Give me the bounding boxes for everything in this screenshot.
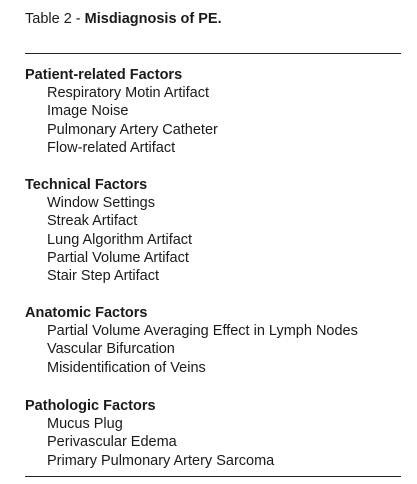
factor-list [25, 194, 405, 285]
table-top-rule [25, 53, 401, 54]
list-item: Window Settings [47, 195, 155, 212]
list-item: Pulmonary Artery Catheter [47, 121, 218, 138]
section-heading: Patient-related Factors [25, 67, 183, 83]
list-item: Image Noise [47, 103, 129, 120]
table-caption-prefix: Table 2 - [25, 11, 85, 27]
factor-list [25, 84, 405, 157]
factor-list [25, 415, 405, 470]
section-pathologic-factors [25, 397, 405, 470]
list-item: Primary Pulmonary Artery Sarcoma [47, 452, 275, 469]
list-item: Streak Artifact [47, 213, 138, 230]
list-item: Flow-related Artifact [47, 139, 176, 156]
section-patient-related-factors [25, 66, 405, 157]
list-item: Lung Algorithm Artifact [47, 231, 193, 248]
table-title: Misdiagnosis of PE. [84, 11, 222, 27]
section-heading: Technical Factors [25, 177, 148, 193]
table-bottom-rule [25, 476, 401, 477]
list-item: Vascular Bifurcation [47, 341, 175, 358]
section-heading: Pathologic Factors [25, 398, 156, 414]
section-anatomic-factors [25, 304, 405, 377]
section-heading: Anatomic Factors [25, 305, 148, 321]
factor-list [25, 322, 405, 377]
list-item: Partial Volume Averaging Effect in Lymph Nodes [47, 323, 358, 340]
list-item: Respiratory Motin Artifact [47, 85, 209, 102]
list-item: Misidentification of Veins [47, 359, 206, 376]
list-item: Stair Step Artifact [47, 268, 160, 285]
list-item: Mucus Plug [47, 416, 123, 433]
list-item: Perivascular Edema [47, 434, 177, 451]
table-caption [25, 9, 222, 29]
section-technical-factors [25, 176, 405, 285]
list-item: Partial Volume Artifact [47, 249, 189, 266]
